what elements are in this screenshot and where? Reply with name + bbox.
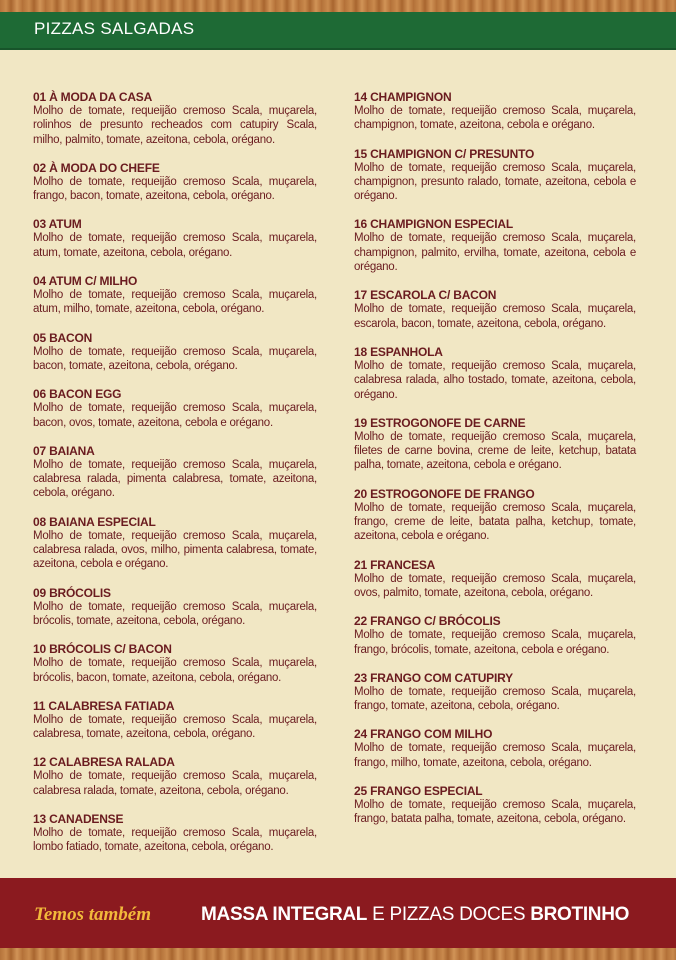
menu-item-title: 10 BRÓCOLIS C/ BACON <box>33 642 172 657</box>
menu-item-title: 13 CANADENSE <box>33 812 124 827</box>
menu-item <box>33 515 317 572</box>
promo-footer <box>0 878 676 948</box>
wood-border-top <box>0 0 676 12</box>
menu-item-title: 21 FRANCESA <box>354 557 436 572</box>
menu-item-description: Molho de tomate, requeijão cremoso Scala, muçarela, calabresa ralada, alho tostado, tomate, azeitona, cebola, orégano. <box>354 359 636 401</box>
menu-item-title: 09 BRÓCOLIS <box>33 585 111 600</box>
menu-item-title: 24 FRANGO COM MILHO <box>354 727 493 742</box>
menu-item-description: Molho de tomate, requeijão cremoso Scala, muçarela, atum, milho, tomate, azeitona, cebola, orégano. <box>33 289 317 316</box>
menu-item <box>33 161 317 204</box>
menu-item-title: 20 ESTROGONOFE DE FRANGO <box>354 486 535 501</box>
menu-item-title: 23 FRANGO COM CATUPIRY <box>354 670 513 685</box>
menu-item <box>354 416 636 473</box>
menu-item-title: 01 À MODA DA CASA <box>33 90 153 104</box>
menu-item-title: 03 ATUM <box>33 217 82 232</box>
menu-item-title: 11 CALABRESA FATIADA <box>33 698 175 713</box>
menu-item-description: Molho de tomate, requeijão cremoso Scala, muçarela, rolinhos de presunto recheados com catupiry Scala, milho, palmito, tomate, azeitona, cebola, orégano. <box>33 105 317 146</box>
menu-item-title: 15 CHAMPIGNON C/ PRESUNTO <box>354 146 535 161</box>
menu-item-description: Molho de tomate, requeijão cremoso Scala, muçarela, ovos, palmito, tomate, azeitona, cebola, orégano. <box>354 572 636 599</box>
menu-item-title: 16 CHAMPIGNON ESPECIAL <box>354 217 513 232</box>
menu-item-title: 07 BAIANA <box>33 443 95 458</box>
menu-item <box>33 274 317 317</box>
menu-column-right <box>354 90 636 841</box>
menu-item-title: 02 À MODA DO CHEFE <box>33 160 160 175</box>
menu-item-title: 05 BACON <box>33 330 93 345</box>
menu-item-title: 18 ESPANHOLA <box>354 344 443 359</box>
menu-item-title: 04 ATUM C/ MILHO <box>33 274 138 289</box>
menu-item-title: 06 BACON EGG <box>33 387 122 402</box>
menu-item <box>354 487 636 544</box>
menu-item <box>354 671 636 714</box>
menu-item <box>33 217 317 260</box>
menu-item-title: 22 FRANGO C/ BRÓCOLIS <box>354 614 501 629</box>
menu-item-description: Molho de tomate, requeijão cremoso Scala, muçarela, calabresa ralada, ovos, milho, pimenta calabresa, tomate, azeitona, cebola e orégano. <box>33 529 317 571</box>
menu-item-description: Molho de tomate, requeijão cremoso Scala, muçarela, filetes de carne bovina, creme de leite, ketchup, batata palha, tomate, azeitona, cebola e orégano. <box>354 430 636 472</box>
section-title: PIZZAS SALGADAS <box>34 19 195 38</box>
menu-item-description: Molho de tomate, requeijão cremoso Scala, muçarela, brócolis, bacon, tomate, azeitona, cebola, orégano. <box>33 657 317 684</box>
menu-item-description: Molho de tomate, requeijão cremoso Scala, muçarela, frango, milho, tomate, azeitona, cebola, orégano. <box>354 742 636 769</box>
menu-item <box>354 90 636 133</box>
menu-item <box>354 784 636 827</box>
menu-item-title: 12 CALABRESA RALADA <box>33 755 175 770</box>
promo-brotinho: BROTINHO <box>530 904 630 925</box>
menu-item-description: Molho de tomate, requeijão cremoso Scala, muçarela, champignon, tomate, azeitona, cebola e orégano. <box>354 105 636 132</box>
menu-item-title: 08 BAIANA ESPECIAL <box>33 514 156 529</box>
menu-item-description: Molho de tomate, requeijão cremoso Scala, muçarela, bacon, ovos, tomate, azeitona, cebola e orégano. <box>33 402 317 429</box>
menu-item <box>33 755 317 798</box>
menu-item <box>354 288 636 331</box>
menu-item <box>354 614 636 657</box>
menu-item <box>33 444 317 501</box>
menu-item-description: Molho de tomate, requeijão cremoso Scala, muçarela, frango, brócolis, tomate, azeitona, cebola e orégano. <box>354 629 636 656</box>
menu-item-description: Molho de tomate, requeijão cremoso Scala, muçarela, brócolis, tomate, azeitona, cebola, orégano. <box>33 600 317 627</box>
menu-item-description: Molho de tomate, requeijão cremoso Scala, muçarela, frango, creme de leite, batata palha, ketchup, tomate, azeitona, cebola e orégano. <box>354 501 636 543</box>
menu-item <box>33 812 317 855</box>
menu-item <box>354 217 636 274</box>
promo-massa-integral: MASSA INTEGRAL <box>201 904 368 925</box>
wood-border-bottom <box>0 948 676 960</box>
menu-item <box>354 345 636 402</box>
menu-item <box>33 331 317 374</box>
menu-item-description: Molho de tomate, requeijão cremoso Scala, muçarela, calabresa, tomate, azeitona, cebola, orégano. <box>33 713 317 741</box>
menu-item <box>33 90 317 147</box>
menu-item <box>33 387 317 430</box>
menu-item <box>354 147 636 204</box>
menu-item-description: Molho de tomate, requeijão cremoso Scala, muçarela, champignon, presunto ralado, tomate, azeitona, cebola e orégano. <box>354 161 636 203</box>
section-header <box>0 12 676 50</box>
menu-item-description: Molho de tomate, requeijão cremoso Scala, muçarela, frango, tomate, azeitona, cebola, orégano. <box>354 685 636 713</box>
menu-item-description: Molho de tomate, requeijão cremoso Scala, muçarela, calabresa ralada, tomate, azeitona, cebola, orégano. <box>33 770 317 797</box>
menu-item-description: Molho de tomate, requeijão cremoso Scala, muçarela, frango, bacon, tomate, azeitona, cebola, orégano. <box>33 175 317 203</box>
menu-item-description: Molho de tomate, requeijão cremoso Scala, muçarela, calabresa ralada, pimenta calabresa, tomate, azeitona, cebola, orégano. <box>33 458 317 500</box>
menu-item <box>33 586 317 629</box>
footer-tagline: Temos também <box>34 904 151 925</box>
menu-item-description: Molho de tomate, requeijão cremoso Scala, muçarela, lombo fatiado, tomate, azeitona, cebola, orégano. <box>33 827 317 854</box>
menu-item-description: Molho de tomate, requeijão cremoso Scala, muçarela, escarola, bacon, tomate, azeitona, cebola, orégano. <box>354 303 636 330</box>
promo-pizzas-doces: E PIZZAS DOCES <box>367 904 531 925</box>
menu-item-description: Molho de tomate, requeijão cremoso Scala, muçarela, champignon, palmito, ervilha, tomate, azeitona, cebola e orégano. <box>354 232 636 274</box>
menu-item-title: 19 ESTROGONOFE DE CARNE <box>354 415 526 430</box>
footer-promo <box>201 904 629 926</box>
menu-item <box>354 558 636 601</box>
menu-column-left <box>33 90 317 869</box>
menu-item <box>33 642 317 685</box>
menu-item-description: Molho de tomate, requeijão cremoso Scala, muçarela, bacon, tomate, azeitona, cebola, orégano. <box>33 345 317 372</box>
menu-item <box>354 727 636 770</box>
menu-item-title: 25 FRANGO ESPECIAL <box>354 784 483 799</box>
menu-item-description: Molho de tomate, requeijão cremoso Scala, muçarela, frango, batata palha, tomate, azeitona, cebola, orégano. <box>354 799 636 826</box>
menu-item-title: 14 CHAMPIGNON <box>354 90 452 104</box>
menu-item-description: Molho de tomate, requeijão cremoso Scala, muçarela, atum, tomate, azeitona, cebola, orégano. <box>33 232 317 259</box>
menu-item-title: 17 ESCAROLA C/ BACON <box>354 288 497 303</box>
menu-item <box>33 699 317 742</box>
